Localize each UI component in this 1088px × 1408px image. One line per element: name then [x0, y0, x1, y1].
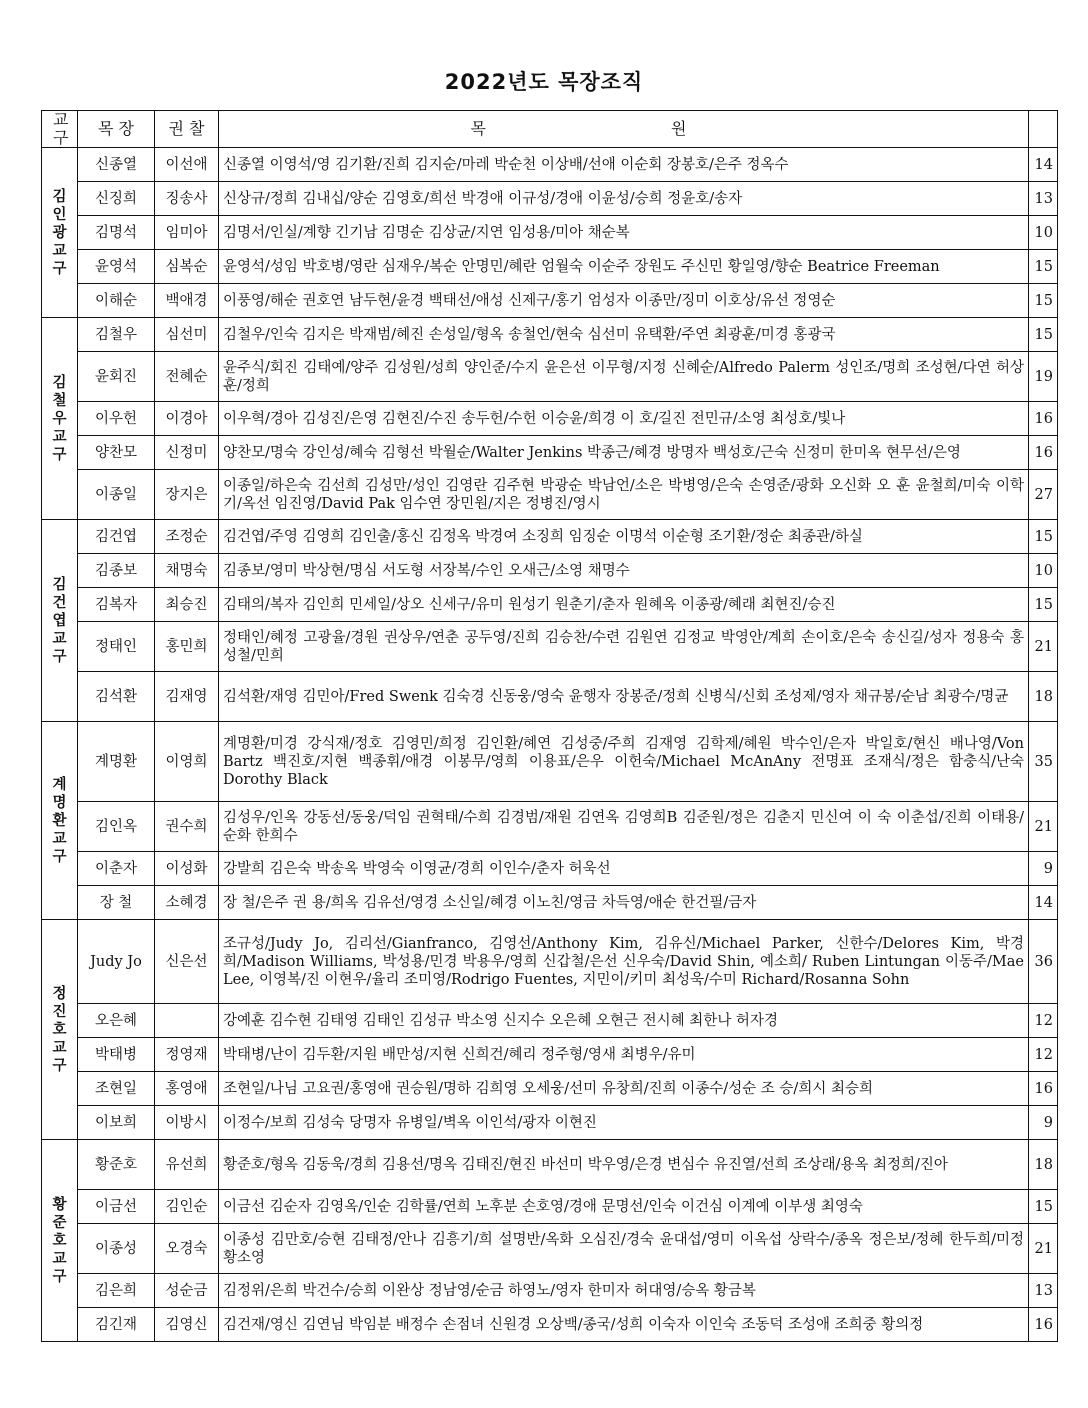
district-name: 계명환 교구	[42, 722, 78, 920]
header-district: 교구	[42, 111, 78, 148]
advisor-cell: 장지은	[155, 470, 219, 520]
roster-table	[41, 110, 1058, 1342]
table-row	[42, 886, 1058, 920]
district-name: 정진호 교구	[42, 920, 78, 1140]
advisor-cell: 최승진	[155, 588, 219, 622]
count-cell: 18	[1029, 672, 1058, 722]
members-cell: 강예훈 김수현 김태영 김태인 김성규 박소영 신지수 오은혜 오현근 전시혜 최한나 허자경	[219, 1004, 1029, 1038]
advisor-cell	[155, 1004, 219, 1038]
count-cell: 15	[1029, 588, 1058, 622]
table-row	[42, 470, 1058, 520]
advisor-cell: 김재영	[155, 672, 219, 722]
table-row	[42, 1038, 1058, 1072]
advisor-cell: 신은선	[155, 920, 219, 1004]
table-row	[42, 1224, 1058, 1274]
table-row	[42, 352, 1058, 402]
members-cell: 김종보/영미 박상현/명심 서도형 서장복/수인 오새근/소영 채명수	[219, 554, 1029, 588]
count-cell: 9	[1029, 1106, 1058, 1140]
table-row	[42, 722, 1058, 802]
advisor-cell: 신정미	[155, 436, 219, 470]
count-cell: 15	[1029, 250, 1058, 284]
count-cell: 35	[1029, 722, 1058, 802]
advisor-cell: 백애경	[155, 284, 219, 318]
leader-cell: 김철우	[78, 318, 155, 352]
members-cell: 신종열 이영석/영 김기환/진희 김지순/마레 박순천 이상배/선애 이순회 장봉호/은주 정옥수	[219, 148, 1029, 182]
advisor-cell: 임미아	[155, 216, 219, 250]
district-name: 김철우 교구	[42, 318, 78, 520]
table-row	[42, 436, 1058, 470]
count-cell: 9	[1029, 852, 1058, 886]
members-cell: 강발희 김은숙 박송옥 박영숙 이영균/경희 이인수/춘자 허욱선	[219, 852, 1029, 886]
advisor-cell: 김영신	[155, 1308, 219, 1342]
count-cell: 15	[1029, 520, 1058, 554]
header-advisor: 권 찰	[155, 111, 219, 148]
members-cell: 이종일/하은숙 김선희 김성만/성인 김영란 김주현 박광순 박남언/소은 박병영/은숙 손영준/광화 오신화 오 훈 윤철희/미숙 이학기/옥선 임진영/David Pak 임수연 장민원/지은 정병진/영시	[219, 470, 1029, 520]
count-cell: 15	[1029, 284, 1058, 318]
table-row	[42, 554, 1058, 588]
count-cell: 36	[1029, 920, 1058, 1004]
advisor-cell: 이선애	[155, 148, 219, 182]
members-cell: 신상규/정희 김내십/양순 김영호/희선 박경애 이규성/경애 이윤성/승희 정윤호/송자	[219, 182, 1029, 216]
members-cell: 김정위/은희 박건수/승희 이완상 정남영/순금 하영노/영자 한미자 허대영/승옥 황금복	[219, 1274, 1029, 1308]
count-cell: 10	[1029, 554, 1058, 588]
leader-cell: 윤영석	[78, 250, 155, 284]
count-cell: 16	[1029, 1072, 1058, 1106]
leader-cell: 김긴재	[78, 1308, 155, 1342]
advisor-cell: 조정순	[155, 520, 219, 554]
count-cell: 14	[1029, 148, 1058, 182]
count-cell: 18	[1029, 1140, 1058, 1190]
advisor-cell: 이영희	[155, 722, 219, 802]
members-cell: 정태인/혜정 고광율/경원 권상우/연춘 공두영/진희 김승찬/수련 김원연 김정교 박영안/계희 손이호/은숙 송신길/성자 정용숙 홍성철/민희	[219, 622, 1029, 672]
count-cell: 16	[1029, 402, 1058, 436]
leader-cell: 김인옥	[78, 802, 155, 852]
table-row	[42, 1308, 1058, 1342]
leader-cell: 김복자	[78, 588, 155, 622]
header-leader: 목 장	[78, 111, 155, 148]
advisor-cell: 김인순	[155, 1190, 219, 1224]
leader-cell: 정태인	[78, 622, 155, 672]
count-cell: 14	[1029, 886, 1058, 920]
count-cell: 19	[1029, 352, 1058, 402]
members-cell: 김철우/인숙 김지은 박재범/혜진 손성일/형옥 송철언/현숙 심선미 유택환/주연 최광훈/미경 홍광국	[219, 318, 1029, 352]
advisor-cell: 심선미	[155, 318, 219, 352]
members-cell: 이풍영/해순 권호연 남두현/윤경 백태선/애성 신제구/홍기 엄성자 이종만/징미 이호상/유선 정영순	[219, 284, 1029, 318]
count-cell: 13	[1029, 182, 1058, 216]
advisor-cell: 유선희	[155, 1140, 219, 1190]
advisor-cell: 이경아	[155, 402, 219, 436]
table-row	[42, 1106, 1058, 1140]
leader-cell: 김석환	[78, 672, 155, 722]
advisor-cell: 홍영애	[155, 1072, 219, 1106]
leader-cell: 김건엽	[78, 520, 155, 554]
count-cell: 21	[1029, 1224, 1058, 1274]
table-header-row	[42, 111, 1058, 148]
advisor-cell: 이성화	[155, 852, 219, 886]
count-cell: 27	[1029, 470, 1058, 520]
count-cell: 13	[1029, 1274, 1058, 1308]
leader-cell: 이춘자	[78, 852, 155, 886]
page-title: 2022년도 목장조직	[444, 70, 644, 94]
table-row	[42, 1004, 1058, 1038]
header-members: 목 원	[219, 111, 1029, 148]
leader-cell: 이금선	[78, 1190, 155, 1224]
leader-cell: 조현일	[78, 1072, 155, 1106]
table-row	[42, 1190, 1058, 1224]
members-cell: 조현일/나님 고요권/홍영애 권승원/명하 김희영 오세웅/선미 유창희/진희 이종수/성순 조 승/희시 최승희	[219, 1072, 1029, 1106]
count-cell: 16	[1029, 436, 1058, 470]
members-cell: 윤주식/회진 김태예/양주 김성원/성희 양인준/수지 윤은선 이무형/지정 신혜순/Alfredo Palerm 성인조/명희 조성현/다연 허상훈/정희	[219, 352, 1029, 402]
members-cell: 김명서/인실/계향 긴기남 김명순 김상균/지연 임성용/미아 채순복	[219, 216, 1029, 250]
advisor-cell: 전혜순	[155, 352, 219, 402]
leader-cell: 황준호	[78, 1140, 155, 1190]
advisor-cell: 성순금	[155, 1274, 219, 1308]
leader-cell: 오은혜	[78, 1004, 155, 1038]
leader-cell: 박태병	[78, 1038, 155, 1072]
table-row	[42, 1072, 1058, 1106]
table-row	[42, 1274, 1058, 1308]
leader-cell: 이보희	[78, 1106, 155, 1140]
advisor-cell: 정영재	[155, 1038, 219, 1072]
members-cell: 김건재/영신 김연님 박임분 배정수 손점녀 신원경 오상백/종국/성희 이숙자 이인숙 조동덕 조성애 조희중 황의정	[219, 1308, 1029, 1342]
members-cell: 김석환/재영 김민아/Fred Swenk 김숙경 신동웅/영숙 윤행자 장봉준/정희 신병식/신회 조성제/영자 채규봉/순남 최광수/명균	[219, 672, 1029, 722]
count-cell: 21	[1029, 802, 1058, 852]
members-cell: 김성우/인옥 강동선/동웅/덕임 권혁태/수희 김경범/재원 김연옥 김영희B 김준원/정은 김춘지 민신여 이 숙 이춘섭/진희 이태용/순화 한희수	[219, 802, 1029, 852]
count-cell: 15	[1029, 1190, 1058, 1224]
district-name: 황준호 교구	[42, 1140, 78, 1342]
advisor-cell: 이방시	[155, 1106, 219, 1140]
header-count	[1029, 111, 1058, 148]
table-row	[42, 1140, 1058, 1190]
leader-cell: 윤회진	[78, 352, 155, 402]
leader-cell: 이우헌	[78, 402, 155, 436]
members-cell: 이종성 김만호/승현 김태정/안나 김흥기/희 설명반/옥화 오심진/경숙 윤대섭/영미 이옥섭 상락수/종옥 정은보/정혜 한두희/미정 황소영	[219, 1224, 1029, 1274]
members-cell: 장 철/은주 권 용/희옥 김유선/영경 소신일/혜경 이노친/영금 차득영/애순 한건필/금자	[219, 886, 1029, 920]
advisor-cell: 홍민희	[155, 622, 219, 672]
members-cell: 조규성/Judy Jo, 김리선/Gianfranco, 김영선/Anthony Kim, 김유신/Michael Parker, 신한수/Delores Kim, 박경희/Madison Williams, 박성용/민경 박용우/영희 신갑철/은선 신우숙/David Shin, 예소희/ Ruben Lintungan 이동주/Mae Lee, 이영복/진 이현우/율리 조미영/Rodrigo Fuentes, 지민이/키미 최성욱/수미 Richard/Rosanna Sohn	[219, 920, 1029, 1004]
table-row	[42, 920, 1058, 1004]
table-row	[42, 182, 1058, 216]
count-cell: 15	[1029, 318, 1058, 352]
count-cell: 12	[1029, 1004, 1058, 1038]
members-cell: 계명환/미경 강식재/정호 김영민/희정 김인환/혜연 김성중/주희 김재영 김학제/혜원 박수인/은자 박일호/현신 배나영/Von Bartz 백진호/지현 백종휘/애경 이봉무/영희 이용표/은우 이헌숙/Michael McAnAny 전명표 조재식/정은 함충식/난숙 Dorothy Black	[219, 722, 1029, 802]
leader-cell: Judy Jo	[78, 920, 155, 1004]
leader-cell: 양찬모	[78, 436, 155, 470]
table-row	[42, 250, 1058, 284]
leader-cell: 김은희	[78, 1274, 155, 1308]
advisor-cell: 소혜경	[155, 886, 219, 920]
leader-cell: 김명석	[78, 216, 155, 250]
leader-cell: 이해순	[78, 284, 155, 318]
advisor-cell: 채명숙	[155, 554, 219, 588]
leader-cell: 이종성	[78, 1224, 155, 1274]
advisor-cell: 징송사	[155, 182, 219, 216]
members-cell: 이우혁/경아 김성진/은영 김현진/수진 송두헌/수헌 이승윤/희경 이 호/길진 전민규/소영 최성호/빛나	[219, 402, 1029, 436]
leader-cell: 김종보	[78, 554, 155, 588]
advisor-cell: 오경숙	[155, 1224, 219, 1274]
leader-cell: 신종열	[78, 148, 155, 182]
table-row	[42, 284, 1058, 318]
table-row	[42, 588, 1058, 622]
table-row	[42, 318, 1058, 352]
count-cell: 12	[1029, 1038, 1058, 1072]
members-cell: 양찬모/명숙 강인성/혜숙 김형선 박월순/Walter Jenkins 박종근/혜경 방명자 백성호/근숙 신정미 한미옥 현무선/은영	[219, 436, 1029, 470]
leader-cell: 이종일	[78, 470, 155, 520]
members-cell: 이정수/보희 김성숙 당명자 유병일/벽옥 이인석/광자 이현진	[219, 1106, 1029, 1140]
table-row	[42, 672, 1058, 722]
table-row	[42, 148, 1058, 182]
table-row	[42, 802, 1058, 852]
advisor-cell: 심복순	[155, 250, 219, 284]
table-row	[42, 852, 1058, 886]
advisor-cell: 권수희	[155, 802, 219, 852]
leader-cell: 계명환	[78, 722, 155, 802]
leader-cell: 장 철	[78, 886, 155, 920]
table-row	[42, 622, 1058, 672]
leader-cell: 신징희	[78, 182, 155, 216]
count-cell: 10	[1029, 216, 1058, 250]
members-cell: 김건엽/주영 김영희 김인출/홍신 김정옥 박경여 소징희 임징순 이명석 이순형 조기환/정순 최종관/하실	[219, 520, 1029, 554]
members-cell: 윤영석/성임 박호병/영란 심재우/복순 안명민/혜란 엄월숙 이순주 장원도 주신민 황일영/향순 Beatrice Freeman	[219, 250, 1029, 284]
members-cell: 박태병/난이 김두환/지원 배만성/지현 신희건/혜리 정주형/영새 최병우/유미	[219, 1038, 1029, 1072]
members-cell: 김태의/복자 김인희 민세일/상오 신세구/유미 원성기 원춘기/춘자 원혜옥 이종광/혜래 최현진/승진	[219, 588, 1029, 622]
count-cell: 21	[1029, 622, 1058, 672]
count-cell: 16	[1029, 1308, 1058, 1342]
district-name: 김인광 교구	[42, 148, 78, 318]
district-name: 김건엽 교구	[42, 520, 78, 722]
members-cell: 황준호/형옥 김동욱/경희 김용선/명옥 김태진/현진 바선미 박우영/은경 변심수 유진열/선희 조상래/용옥 최정희/진아	[219, 1140, 1029, 1190]
table-row	[42, 402, 1058, 436]
table-row	[42, 520, 1058, 554]
table-row	[42, 216, 1058, 250]
members-cell: 이금선 김순자 김영옥/인순 김학률/연희 노후분 손호영/경애 문명선/인숙 이건심 이계예 이부생 최영숙	[219, 1190, 1029, 1224]
